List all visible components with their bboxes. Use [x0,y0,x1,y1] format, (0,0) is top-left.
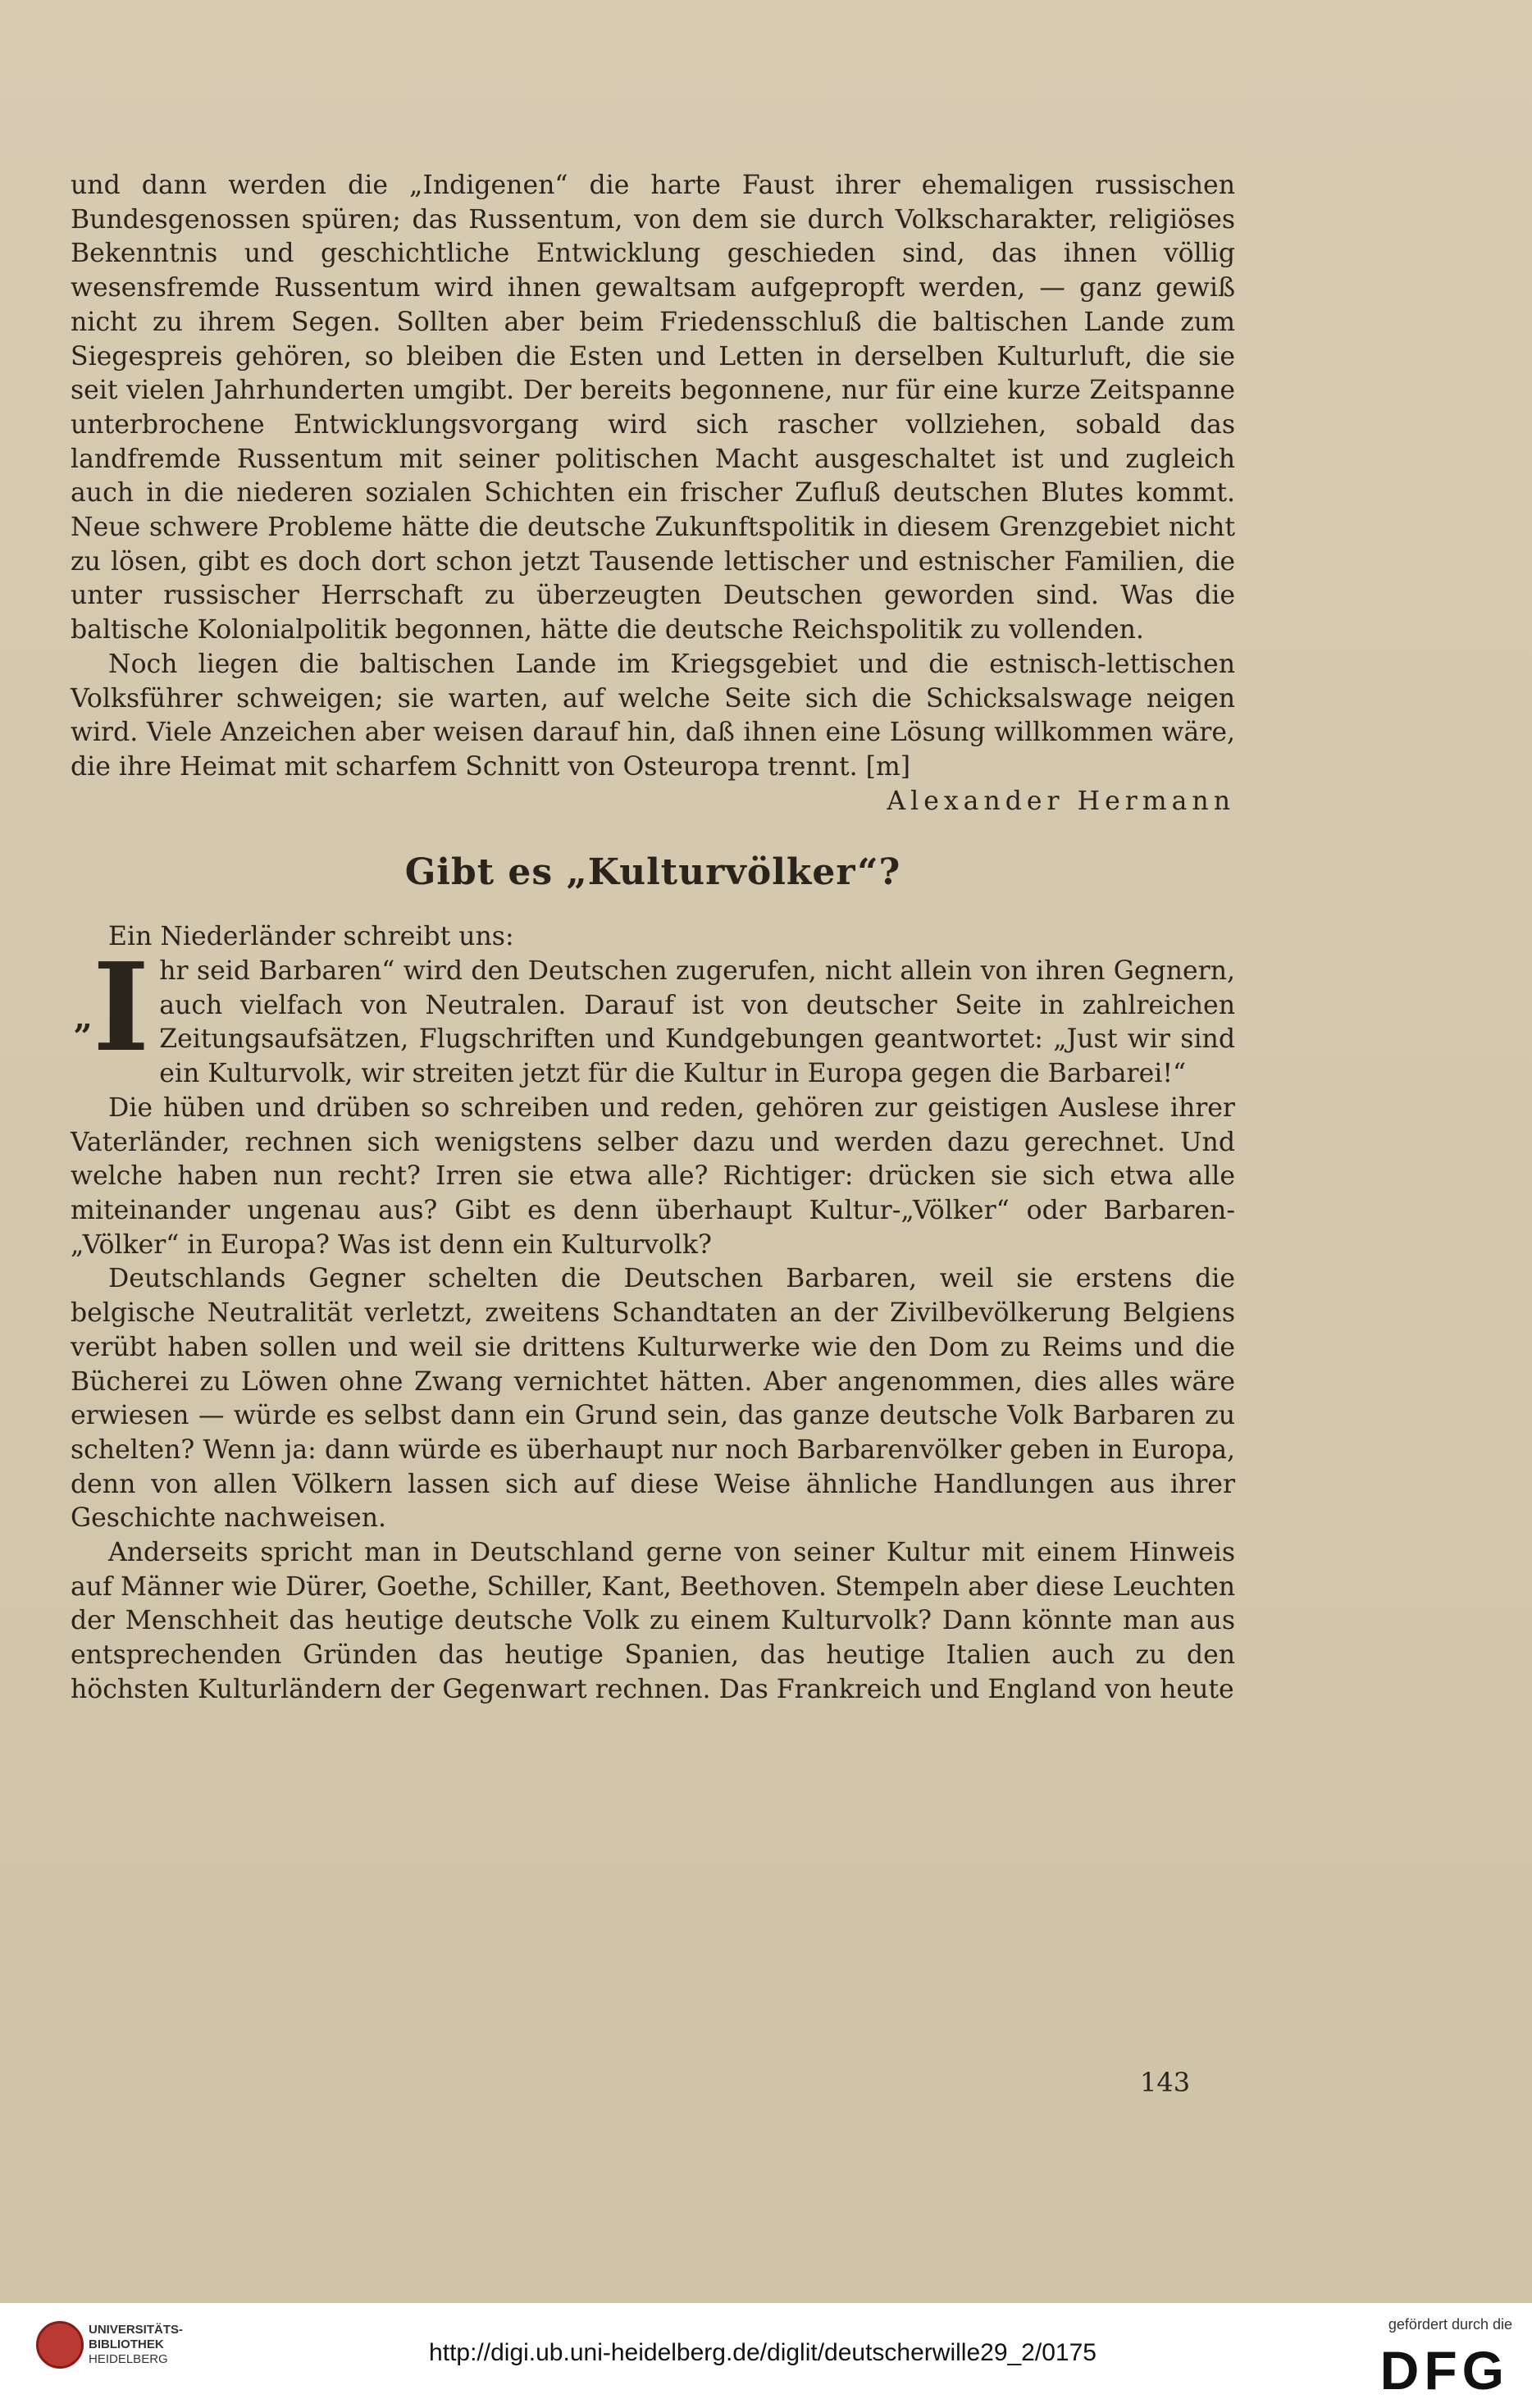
article2-paragraph-4: Anderseits spricht man in Deutschland gerne von seiner Kultur mit einem Hinweis auf Männer wie Dürer, Goethe, Schiller, Kant, Beethoven. Stempeln aber diese Leuchten der Menschheit das heutige deutsche Volk zu einem Kulturvolk? Dann könnte man aus entsprechenden Gründen das heutige Spanien, das heutige Italien auch zu den höchsten Kulturländern der Gegenwart rechnen. Das Frankreich und England von heute [71,1538,1235,1704]
page-number: 143 [1140,2067,1191,2098]
article2-first-paragraph-text: hr seid Barbaren“ wird den Deutschen zugerufen, nicht allein von ihren Gegnern, auch vielfach von Neutralen. Darauf ist von deutscher Seite in zahlreichen Zeitungsaufsätzen, Flugschriften und Kundgebungen geantwortet: „Just wir sind ein Kulturvolk, wir streiten jetzt für die Kultur in Europa gegen die Barbarei!“ [159,956,1235,1089]
document-url-link[interactable]: http://digi.ub.uni-heidelberg.de/diglit/deutscherwille29_2/0175 [429,2339,1097,2366]
article1-last-paragraph-text: Noch liegen die baltischen Lande im Kriegsgebiet und die estnisch-lettischen Volksführer schweigen; sie warten, auf welche Seite sich die Schicksalswage neigen wird. Viele Anzeichen aber weisen darauf hin, daß ihnen eine Lösung willkommen wäre, die ihre Heimat mit scharfem Schnitt von Osteuropa trennt. [m] [71,649,1235,782]
article2-paragraph-3: Deutschlands Gegner schelten die Deutschen Barbaren, weil sie erstens die belgische Neutralität verletzt, zweitens Schandtaten an der Zivilbevölkerung Belgiens verübt haben sollen und weil sie drittens Kulturwerke wie den Dom zu Reims und die Bücherei zu Löwen ohne Zwang vernichtet hätten. Aber angenommen, dies alles wäre erwiesen — würde es selbst dann ein Grund sein, das ganze deutsche Volk Barbaren zu schelten? Wenn ja: dann würde es überhaupt nur noch Barbarenvölker geben in Europa, denn von allen Völkern lassen sich auf diese Weise ähnliche Handlungen aus ihrer Geschichte nachweisen. [71,1264,1235,1534]
footer-bar [0,2303,1532,2408]
article1-paragraph-1: und dann werden die „Indigenen“ die harte Faust ihrer ehemaligen russischen Bundesgenossen spüren; das Russentum, von dem sie durch Volkscharakter, religiöses Bekenntnis und geschichtliche Entwicklung geschieden sind, das ihnen völlig wesensfremde Russentum wird ihnen gewaltsam aufgepropft werden, — ganz gewiß nicht zu ihrem Segen. Sollten aber beim Friedensschluß die baltischen Lande zum Siegespreis gehören, so bleiben die Esten und Letten in derselben Kulturluft, die sie seit vielen Jahrhunderten umgibt. Der bereits begonnene, nur für eine kurze Zeitspanne unterbrochene Entwicklungsvorgang wird sich rascher vollziehen, sobald das landfremde Russentum mit seiner politischen Macht ausgeschaltet ist und zugleich auch in die niederen sozialen Schichten ein frischer Zufluß deutschen Blutes kommt. Neue schwere Probleme hätte die deutsche Zukunftspolitik in diesem Grenzgebiet nicht zu lösen, gibt es doch dort schon jetzt Tausende lettischer und estnischer Familien, die unter russischer Herrschaft zu überzeugten Deutschen geworden sind. Was die baltische Kolonialpolitik begonnen, hätte die deutsche Reichspolitik zu vollenden. [71,171,1235,645]
library-name-line-1: UNIVERSITÄTS- [89,2323,184,2337]
article2-intro: Ein Niederländer schreibt uns: [108,922,514,952]
drop-cap-letter: I [93,936,150,1079]
article2-title: Gibt es „Kulturvölker“? [404,851,901,894]
article1-author: Alexander Hermann [887,786,1235,816]
university-seal-icon [36,2321,84,2369]
drop-cap-quote: „ [74,998,93,1038]
funding-caption: gefördert durch die [1388,2316,1512,2333]
library-logo-text[interactable] [89,2323,183,2367]
article2-paragraph-2: Die hüben und drüben so schreiben und reden, gehören zur geistigen Auslese ihrer Vaterländer, rechnen sich wenigstens selber dazu und werden dazu gerechnet. Und welche haben nun recht? Irren sie etwa alle? Richtiger: drücken sie sich etwa alle miteinander ungenau aus? Gibt es denn überhaupt Kultur-„Völker“ oder Barbaren-„Völker“ in Europa? Was ist denn ein Kulturvolk? [71,1092,1235,1260]
page-text [71,169,1235,1708]
article1-last-paragraph [71,648,1235,819]
dfg-logo[interactable]: DFG [1379,2340,1509,2401]
article1-last-paragraph-block [71,648,1235,819]
library-name-line-2: BIBLIOTHEK [89,2337,164,2351]
drop-cap [74,936,150,1079]
library-name-line-3: HEIDELBERG [89,2352,168,2366]
